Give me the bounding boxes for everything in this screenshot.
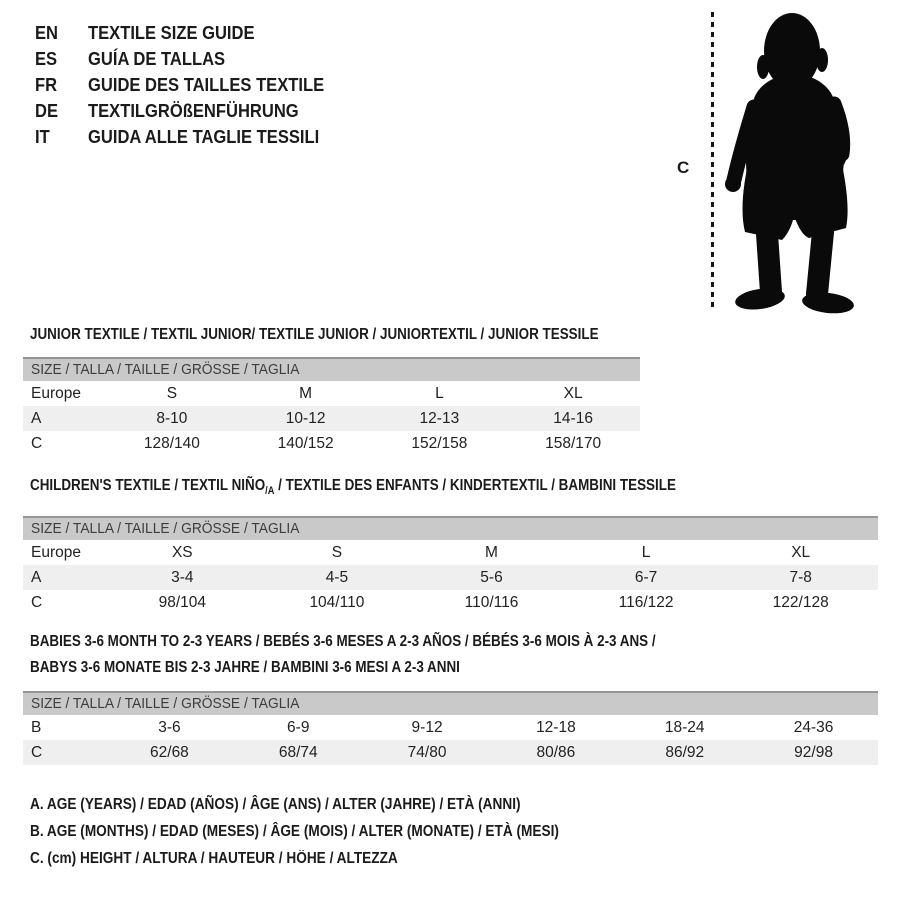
table-cell: 152/158 (411, 434, 468, 452)
language-code: IT (35, 126, 50, 147)
language-code: ES (35, 48, 58, 69)
children-size-table-section (23, 516, 878, 615)
table-cell: 10-12 (285, 409, 326, 427)
size-table-header-bar: SIZE / TALLA / TAILLE / GRÖSSE / TAGLIA (23, 691, 878, 715)
row-label: B (31, 718, 42, 736)
section-title-junior: JUNIOR TEXTILE / TEXTIL JUNIOR/ TEXTILE JUNIOR / JUNIORTEXTIL / JUNIOR TESSILE (30, 326, 599, 343)
language-row-en (35, 20, 345, 46)
table-cell: 104/110 (309, 593, 365, 611)
table-row-age (23, 406, 640, 431)
table-cell: 5-6 (480, 568, 503, 586)
language-row-it (35, 124, 345, 150)
children-size-table (23, 540, 878, 615)
table-cell: 3-4 (171, 568, 194, 586)
table-cell: 74/80 (407, 743, 447, 761)
table-row-europe (23, 381, 640, 406)
row-label: C (31, 743, 43, 761)
table-cell: 6-9 (287, 718, 310, 736)
table-cell: 12-18 (536, 718, 576, 736)
language-title: TEXTILGRÖßENFÜHRUNG (88, 100, 299, 121)
language-row-de (35, 98, 345, 124)
table-cell: L (641, 543, 651, 561)
language-title: GUÍA DE TALLAS (88, 48, 226, 69)
table-cell: 92/98 (794, 743, 833, 761)
section-title-children: CHILDREN'S TEXTILE / TEXTIL $NIÑO_{/A}$ / TEXTILE DES ENFANTS / KINDERTEXTIL / BAMBINI TESSILE (30, 477, 676, 497)
table-row-europe (23, 540, 878, 565)
language-code: EN (35, 22, 59, 43)
table-row-height (23, 590, 878, 615)
table-cell: 140/152 (277, 434, 334, 452)
table-cell: 98/104 (158, 593, 206, 611)
row-label: A (31, 568, 42, 586)
language-code: FR (35, 74, 58, 95)
table-cell: 128/140 (143, 434, 200, 452)
junior-size-table (23, 381, 640, 456)
table-row-age-months (23, 715, 878, 740)
table-cell: 158/170 (545, 434, 602, 452)
row-label: Europe (31, 543, 81, 561)
height-dotted-line (711, 12, 714, 310)
row-label: C (31, 434, 43, 452)
table-cell: 8-10 (156, 409, 188, 427)
table-cell: 6-7 (634, 568, 658, 586)
table-cell: 14-16 (553, 409, 593, 427)
height-measure-label: C (677, 158, 690, 177)
table-cell: M (299, 384, 313, 402)
table-cell: XL (563, 384, 583, 402)
table-cell: XL (791, 543, 811, 561)
row-label: Europe (31, 384, 81, 402)
junior-size-table-section (23, 357, 640, 456)
table-cell: 80/86 (536, 743, 576, 761)
table-cell: XS (171, 543, 193, 561)
footnote-b: B. AGE (MONTHS) / EDAD (MESES) / ÂGE (MOIS) / ALTER (MONATE) / ETÀ (MESI) (30, 823, 559, 840)
babies-size-table-section (23, 691, 878, 765)
language-title: GUIDA ALLE TAGLIE TESSILI (88, 126, 320, 147)
row-label: C (31, 593, 43, 611)
table-cell: 7-8 (789, 568, 812, 586)
table-row-age (23, 565, 878, 590)
row-label: A (31, 409, 42, 427)
table-cell: 12-13 (419, 409, 460, 427)
table-cell: 9-12 (411, 718, 443, 736)
babies-size-table (23, 715, 878, 765)
table-cell: 122/128 (772, 593, 829, 611)
language-list (35, 20, 345, 150)
table-cell: S (166, 384, 178, 402)
language-code: DE (35, 100, 59, 121)
footnote-c: C. (cm) HEIGHT / ALTURA / HAUTEUR / HÖHE / ALTEZZA (30, 850, 398, 867)
table-cell: 110/116 (464, 593, 519, 611)
section-title-babies: BABIES 3-6 MONTH TO 2-3 YEARS / BEBÉS 3-6 MESES A 2-3 AÑOS / BÉBÉS 3-6 MOIS À 2-3 ANS / BABYS 3-6 MONATE BIS 2-3 JAHRE / BAMBINI 3-6 MESI A 2-3 ANNI (30, 633, 656, 676)
baby-silhouette-icon (722, 12, 878, 314)
size-table-header-bar: SIZE / TALLA / TAILLE / GRÖSSE / TAGLIA (23, 516, 878, 540)
language-title: TEXTILE SIZE GUIDE (88, 22, 255, 43)
table-cell: 24-36 (793, 718, 834, 736)
table-row-height (23, 740, 878, 765)
table-cell: 86/92 (665, 743, 705, 761)
footnote-a: A. AGE (YEARS) / EDAD (AÑOS) / ÂGE (ANS) / ALTER (JAHRE) / ETÀ (ANNI) (30, 796, 521, 813)
table-cell: 116/122 (618, 593, 674, 611)
table-cell: 4-5 (325, 568, 349, 586)
language-row-es (35, 46, 345, 72)
table-row-height (23, 431, 640, 456)
table-cell: L (435, 384, 444, 402)
table-cell: 18-24 (664, 718, 705, 736)
table-cell: M (485, 543, 498, 561)
table-cell: 68/74 (278, 743, 318, 761)
legend-footnotes (30, 796, 631, 877)
size-table-header-bar: SIZE / TALLA / TAILLE / GRÖSSE / TAGLIA (23, 357, 640, 381)
language-title: GUIDE DES TAILLES TEXTILE (88, 74, 325, 95)
table-cell: S (331, 543, 343, 561)
language-row-fr (35, 72, 345, 98)
table-cell: 3-6 (158, 718, 181, 736)
table-cell: 62/68 (150, 743, 189, 761)
